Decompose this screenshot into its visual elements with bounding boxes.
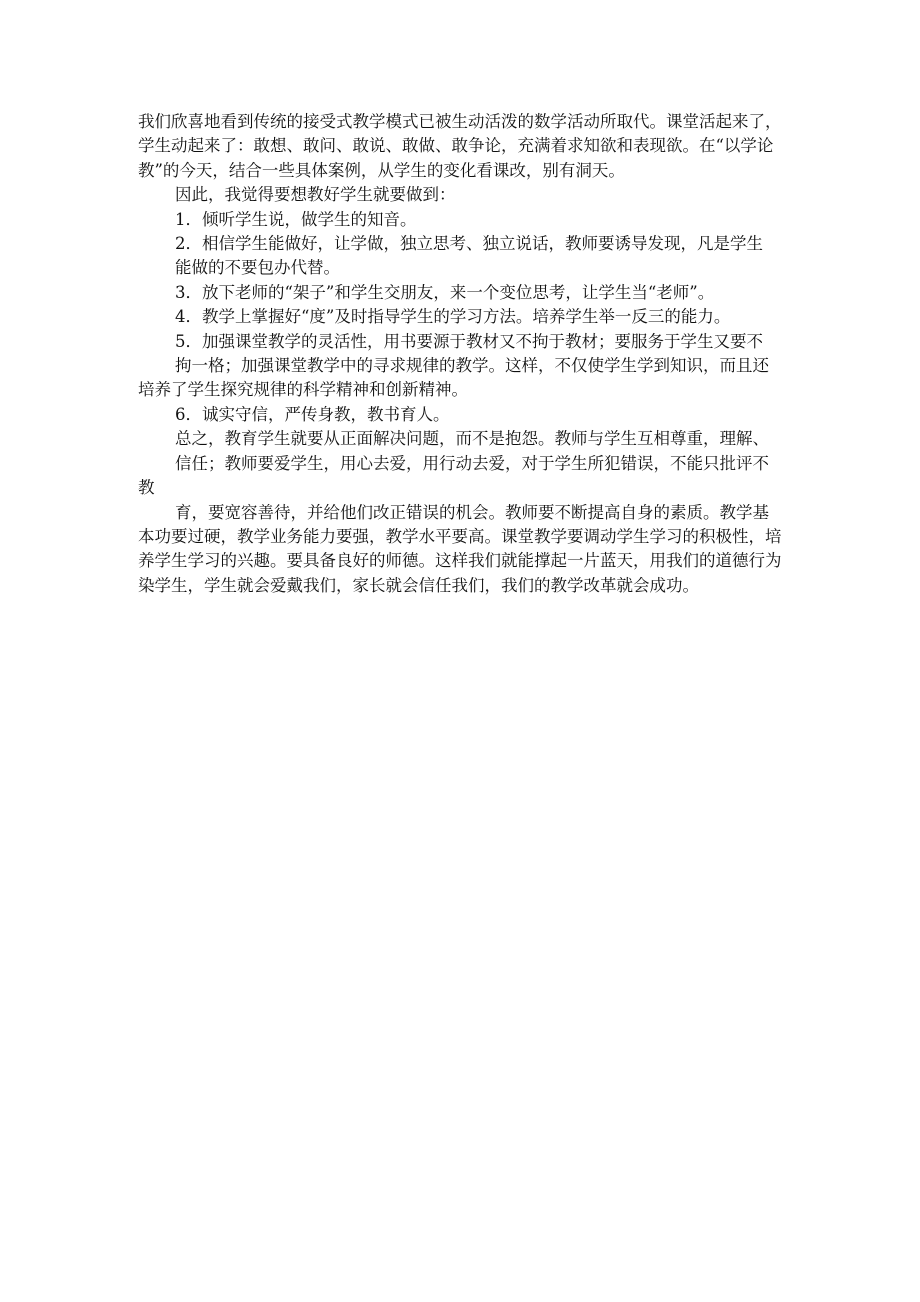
list-item-2: 2．相信学生能做好，让学做，独立思考、独立说话，教师要诱导发现，凡是学生 (175, 234, 763, 254)
paragraph-summary: 总之，教育学生就要从正面解决问题，而不是抱怨。教师与学生互相尊重，理解、 (175, 429, 769, 449)
list-item-3: 3．放下老师的“架子”和学生交朋友，来一个变位思考，让学生当“老师”。 (175, 282, 715, 302)
list-item-1: 1．倾听学生说，做学生的知音。 (175, 209, 417, 229)
list-item-2-continued: 能做的不要包办代替。 (175, 258, 340, 278)
document-body (138, 110, 782, 598)
list-item-5-continued: 拘一格；加强课堂教学中的寻求规律的教学。这样，不仅使学生学到知识，而且还培养了学生探究规律的科学精神和创新精神。 (138, 356, 769, 400)
paragraph-summary-continued-1: 信任；教师要爱学生，用心去爱，用行动去爱，对于学生所犯错误，不能只批评不教 (138, 453, 769, 498)
list-item-5: 5．加强课堂教学的灵活性，用书要源于教材又不拘于教材；要服务于学生又要不 (175, 331, 763, 351)
list-item-6: 6．诚实守信，严传身教，教书育人。 (175, 404, 450, 424)
paragraph-therefore: 因此，我觉得要想教好学生就要做到： (175, 185, 456, 205)
list-item-4: 4．教学上掌握好“度”及时指导学生的学习方法。培养学生举一反三的能力。 (175, 307, 731, 327)
paragraph-summary-continued-2: 育，要宽容善待，并给他们改正错误的机会。教师要不断提高自身的素质。教学基本功要过硬，教学业务能力要强，教学水平要高。课堂教学要调动学生学习的积极性，培养学生学习的兴趣。要具备良好的师德。这样我们就能撑起一片蓝天，用我们的道德行为染学生，学生就会爱戴我们，家长就会信任我们，我们的教学改革就会成功。 (138, 502, 782, 595)
paragraph-intro: 我们欣喜地看到传统的接受式教学模式已被生动活泼的数学活动所取代。课堂活起来了，学生动起来了：敢想、敢问、敢说、敢做、敢争论，充满着求知欲和表现欲。在“以学论教”的今天，结合一些具体案例，从学生的变化看课改，别有洞天。 (138, 112, 782, 180)
